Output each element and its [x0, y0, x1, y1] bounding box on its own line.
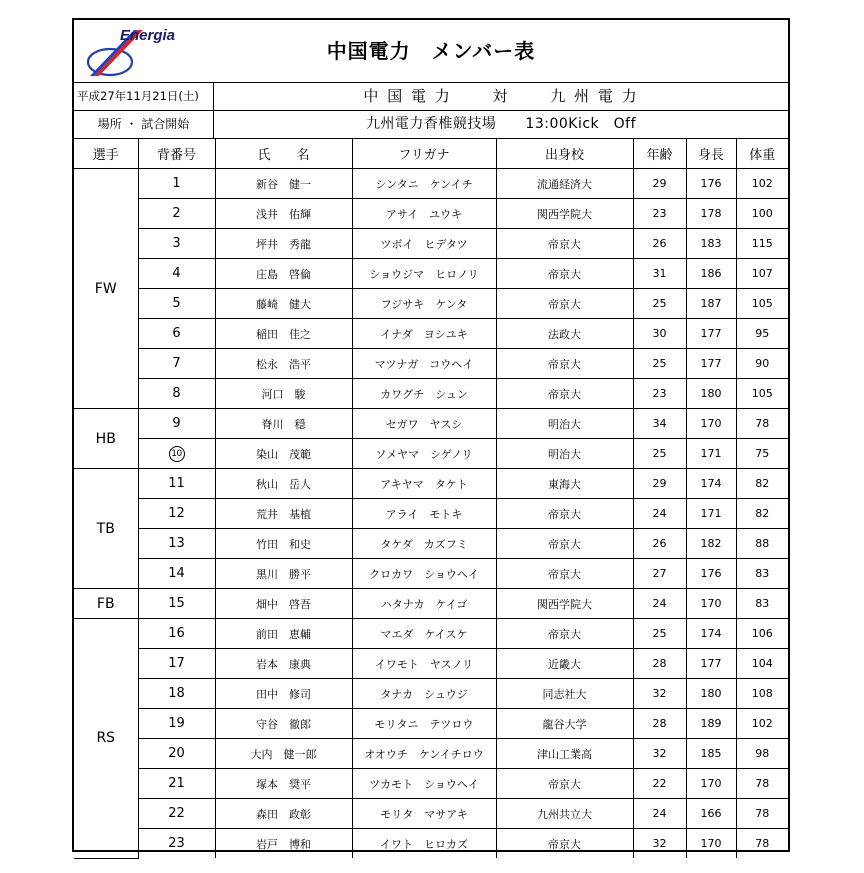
- table-row: [74, 199, 788, 229]
- weight-cell: 102: [736, 709, 788, 739]
- weight-cell: 90: [736, 349, 788, 379]
- name-cell: 新谷 健一: [215, 169, 352, 199]
- header-position: 選手: [74, 139, 138, 169]
- table-row: [74, 169, 788, 199]
- match-row: [74, 82, 788, 111]
- position-cell: FB: [74, 589, 138, 619]
- school-cell: 近畿大: [496, 649, 633, 679]
- name-cell: 浅井 佑輝: [215, 199, 352, 229]
- logo-text: Energia: [120, 27, 176, 44]
- weight-cell: 105: [736, 289, 788, 319]
- school-cell: 明治大: [496, 409, 633, 439]
- header-name: 氏 名: [215, 139, 352, 169]
- roster-table: [74, 138, 788, 859]
- header-weight: 体重: [736, 139, 788, 169]
- height-cell: 178: [686, 199, 736, 229]
- number-cell: [138, 439, 215, 469]
- weight-cell: 115: [736, 229, 788, 259]
- table-row: [74, 499, 788, 529]
- weight-cell: 105: [736, 379, 788, 409]
- table-row: [74, 769, 788, 799]
- name-cell: 森田 政彰: [215, 799, 352, 829]
- name-cell: 竹田 和史: [215, 529, 352, 559]
- height-cell: 183: [686, 229, 736, 259]
- school-cell: 帝京大: [496, 379, 633, 409]
- kana-cell: カワグチ シュン: [352, 379, 496, 409]
- age-cell: 32: [633, 829, 686, 859]
- height-cell: 176: [686, 169, 736, 199]
- height-cell: 177: [686, 649, 736, 679]
- number-cell: 17: [138, 649, 215, 679]
- weight-cell: 100: [736, 199, 788, 229]
- weight-cell: 78: [736, 829, 788, 859]
- school-cell: 津山工業高: [496, 739, 633, 769]
- position-cell: FW: [74, 169, 138, 409]
- number-cell: 7: [138, 349, 215, 379]
- number-cell: 14: [138, 559, 215, 589]
- name-cell: 岩本 康典: [215, 649, 352, 679]
- kana-cell: アサイ ユウキ: [352, 199, 496, 229]
- school-cell: 流通経済大: [496, 169, 633, 199]
- school-cell: 関西学院大: [496, 589, 633, 619]
- position-cell: HB: [74, 409, 138, 469]
- table-row: [74, 379, 788, 409]
- weight-cell: 98: [736, 739, 788, 769]
- height-cell: 177: [686, 319, 736, 349]
- header-number: 背番号: [138, 139, 215, 169]
- kana-cell: タケダ カズフミ: [352, 529, 496, 559]
- age-cell: 24: [633, 589, 686, 619]
- age-cell: 29: [633, 469, 686, 499]
- height-cell: 170: [686, 409, 736, 439]
- kana-cell: イワト ヒロカズ: [352, 829, 496, 859]
- kana-cell: イワモト ヤスノリ: [352, 649, 496, 679]
- weight-cell: 106: [736, 619, 788, 649]
- kana-cell: オオウチ ケンイチロウ: [352, 739, 496, 769]
- height-cell: 170: [686, 829, 736, 859]
- table-row: [74, 829, 788, 859]
- number-cell: 16: [138, 619, 215, 649]
- school-cell: 東海大: [496, 469, 633, 499]
- weight-cell: 83: [736, 589, 788, 619]
- kana-cell: ツボイ ヒデタツ: [352, 229, 496, 259]
- school-cell: 明治大: [496, 439, 633, 469]
- number-cell: 5: [138, 289, 215, 319]
- table-row: [74, 589, 788, 619]
- venue-row: [74, 110, 788, 139]
- name-cell: 塚本 奨平: [215, 769, 352, 799]
- kana-cell: セガワ ヤスシ: [352, 409, 496, 439]
- number-cell: 11: [138, 469, 215, 499]
- school-cell: 関西学院大: [496, 199, 633, 229]
- age-cell: 32: [633, 739, 686, 769]
- height-cell: 170: [686, 589, 736, 619]
- age-cell: 25: [633, 439, 686, 469]
- age-cell: 31: [633, 259, 686, 289]
- table-row: [74, 349, 788, 379]
- name-cell: 庄島 啓倫: [215, 259, 352, 289]
- name-cell: 稲田 佳之: [215, 319, 352, 349]
- age-cell: 24: [633, 499, 686, 529]
- table-row: [74, 739, 788, 769]
- table-row: [74, 679, 788, 709]
- table-row: [74, 409, 788, 439]
- weight-cell: 78: [736, 769, 788, 799]
- age-cell: 25: [633, 289, 686, 319]
- height-cell: 171: [686, 439, 736, 469]
- weight-cell: 82: [736, 469, 788, 499]
- height-cell: 180: [686, 679, 736, 709]
- header-kana: フリガナ: [352, 139, 496, 169]
- weight-cell: 108: [736, 679, 788, 709]
- table-row: [74, 469, 788, 499]
- table-row: [74, 259, 788, 289]
- member-sheet: [72, 18, 790, 852]
- school-cell: 帝京大: [496, 259, 633, 289]
- height-cell: 186: [686, 259, 736, 289]
- name-cell: 藤崎 健大: [215, 289, 352, 319]
- weight-cell: 78: [736, 799, 788, 829]
- school-cell: 九州共立大: [496, 799, 633, 829]
- name-cell: 坪井 秀龍: [215, 229, 352, 259]
- school-cell: 帝京大: [496, 499, 633, 529]
- age-cell: 28: [633, 649, 686, 679]
- weight-cell: 88: [736, 529, 788, 559]
- age-cell: 29: [633, 169, 686, 199]
- name-cell: 河口 駿: [215, 379, 352, 409]
- kana-cell: クロカワ ショウヘイ: [352, 559, 496, 589]
- kana-cell: タナカ シュウジ: [352, 679, 496, 709]
- height-cell: 177: [686, 349, 736, 379]
- name-cell: 松永 浩平: [215, 349, 352, 379]
- table-row: [74, 319, 788, 349]
- height-cell: 170: [686, 769, 736, 799]
- height-cell: 174: [686, 619, 736, 649]
- circled-number: 10: [169, 446, 185, 462]
- age-cell: 32: [633, 679, 686, 709]
- school-cell: 法政大: [496, 319, 633, 349]
- title-row: [74, 20, 788, 83]
- age-cell: 22: [633, 769, 686, 799]
- venue-time: 九州電力香椎競技場 13:00Kick Off: [365, 116, 637, 132]
- age-cell: 27: [633, 559, 686, 589]
- number-cell: 22: [138, 799, 215, 829]
- school-cell: 帝京大: [496, 559, 633, 589]
- weight-cell: 95: [736, 319, 788, 349]
- table-row: [74, 709, 788, 739]
- kana-cell: マツナガ コウヘイ: [352, 349, 496, 379]
- age-cell: 24: [633, 799, 686, 829]
- name-cell: 岩戸 博和: [215, 829, 352, 859]
- date-label: 平成27年11月21日(土): [74, 82, 214, 110]
- school-cell: 帝京大: [496, 289, 633, 319]
- school-cell: 帝京大: [496, 619, 633, 649]
- kana-cell: アキヤマ タケト: [352, 469, 496, 499]
- kana-cell: モリタ マサアキ: [352, 799, 496, 829]
- position-cell: RS: [74, 619, 138, 859]
- name-cell: 脊川 穏: [215, 409, 352, 439]
- height-cell: 185: [686, 739, 736, 769]
- name-cell: 大内 健一郎: [215, 739, 352, 769]
- number-cell: 4: [138, 259, 215, 289]
- number-cell: 1: [138, 169, 215, 199]
- number-cell: 20: [138, 739, 215, 769]
- kana-cell: イナダ ヨシユキ: [352, 319, 496, 349]
- kana-cell: フジサキ ケンタ: [352, 289, 496, 319]
- school-cell: 帝京大: [496, 229, 633, 259]
- name-cell: 前田 恵輔: [215, 619, 352, 649]
- number-cell: 13: [138, 529, 215, 559]
- number-cell: 18: [138, 679, 215, 709]
- weight-cell: 102: [736, 169, 788, 199]
- age-cell: 23: [633, 379, 686, 409]
- table-row: [74, 649, 788, 679]
- age-cell: 25: [633, 619, 686, 649]
- school-cell: 龍谷大学: [496, 709, 633, 739]
- kana-cell: ショウジマ ヒロノリ: [352, 259, 496, 289]
- age-cell: 23: [633, 199, 686, 229]
- table-row: [74, 439, 788, 469]
- header-age: 年齢: [633, 139, 686, 169]
- name-cell: 荒井 基植: [215, 499, 352, 529]
- age-cell: 34: [633, 409, 686, 439]
- name-cell: 畑中 啓吾: [215, 589, 352, 619]
- page-title: 中国電力 メンバー表: [326, 39, 536, 63]
- header-row: [74, 139, 788, 169]
- number-cell: 23: [138, 829, 215, 859]
- number-cell: 21: [138, 769, 215, 799]
- header-height: 身長: [686, 139, 736, 169]
- table-row: [74, 799, 788, 829]
- number-cell: 19: [138, 709, 215, 739]
- weight-cell: 78: [736, 409, 788, 439]
- number-cell: 2: [138, 199, 215, 229]
- height-cell: 171: [686, 499, 736, 529]
- height-cell: 174: [686, 469, 736, 499]
- school-cell: 帝京大: [496, 769, 633, 799]
- table-row: [74, 619, 788, 649]
- number-cell: 6: [138, 319, 215, 349]
- match-title: 中 国 電 力 対 九 州 電 力: [363, 87, 639, 105]
- weight-cell: 107: [736, 259, 788, 289]
- table-row: [74, 559, 788, 589]
- school-cell: 帝京大: [496, 529, 633, 559]
- height-cell: 182: [686, 529, 736, 559]
- name-cell: 黒川 勝平: [215, 559, 352, 589]
- number-cell: 8: [138, 379, 215, 409]
- name-cell: 染山 茂範: [215, 439, 352, 469]
- position-cell: TB: [74, 469, 138, 589]
- age-cell: 26: [633, 229, 686, 259]
- kana-cell: ツカモト ショウヘイ: [352, 769, 496, 799]
- age-cell: 28: [633, 709, 686, 739]
- school-cell: 帝京大: [496, 349, 633, 379]
- age-cell: 25: [633, 349, 686, 379]
- height-cell: 180: [686, 379, 736, 409]
- table-row: [74, 229, 788, 259]
- height-cell: 187: [686, 289, 736, 319]
- name-cell: 守谷 徹郎: [215, 709, 352, 739]
- weight-cell: 104: [736, 649, 788, 679]
- kana-cell: アライ モトキ: [352, 499, 496, 529]
- number-cell: 9: [138, 409, 215, 439]
- weight-cell: 75: [736, 439, 788, 469]
- name-cell: 秋山 岳人: [215, 469, 352, 499]
- height-cell: 176: [686, 559, 736, 589]
- number-cell: 12: [138, 499, 215, 529]
- school-cell: 帝京大: [496, 829, 633, 859]
- kana-cell: モリタニ テツロウ: [352, 709, 496, 739]
- school-cell: 同志社大: [496, 679, 633, 709]
- kana-cell: ハタナカ ケイゴ: [352, 589, 496, 619]
- number-cell: 15: [138, 589, 215, 619]
- number-cell: 3: [138, 229, 215, 259]
- height-cell: 189: [686, 709, 736, 739]
- kana-cell: シンタニ ケンイチ: [352, 169, 496, 199]
- kana-cell: マエダ ケイスケ: [352, 619, 496, 649]
- header-school: 出身校: [496, 139, 633, 169]
- height-cell: 166: [686, 799, 736, 829]
- weight-cell: 83: [736, 559, 788, 589]
- name-cell: 田中 修司: [215, 679, 352, 709]
- table-row: [74, 529, 788, 559]
- weight-cell: 82: [736, 499, 788, 529]
- age-cell: 26: [633, 529, 686, 559]
- age-cell: 30: [633, 319, 686, 349]
- kana-cell: ソメヤマ シゲノリ: [352, 439, 496, 469]
- venue-label: 場所 ・ 試合開始: [74, 110, 214, 138]
- table-row: [74, 289, 788, 319]
